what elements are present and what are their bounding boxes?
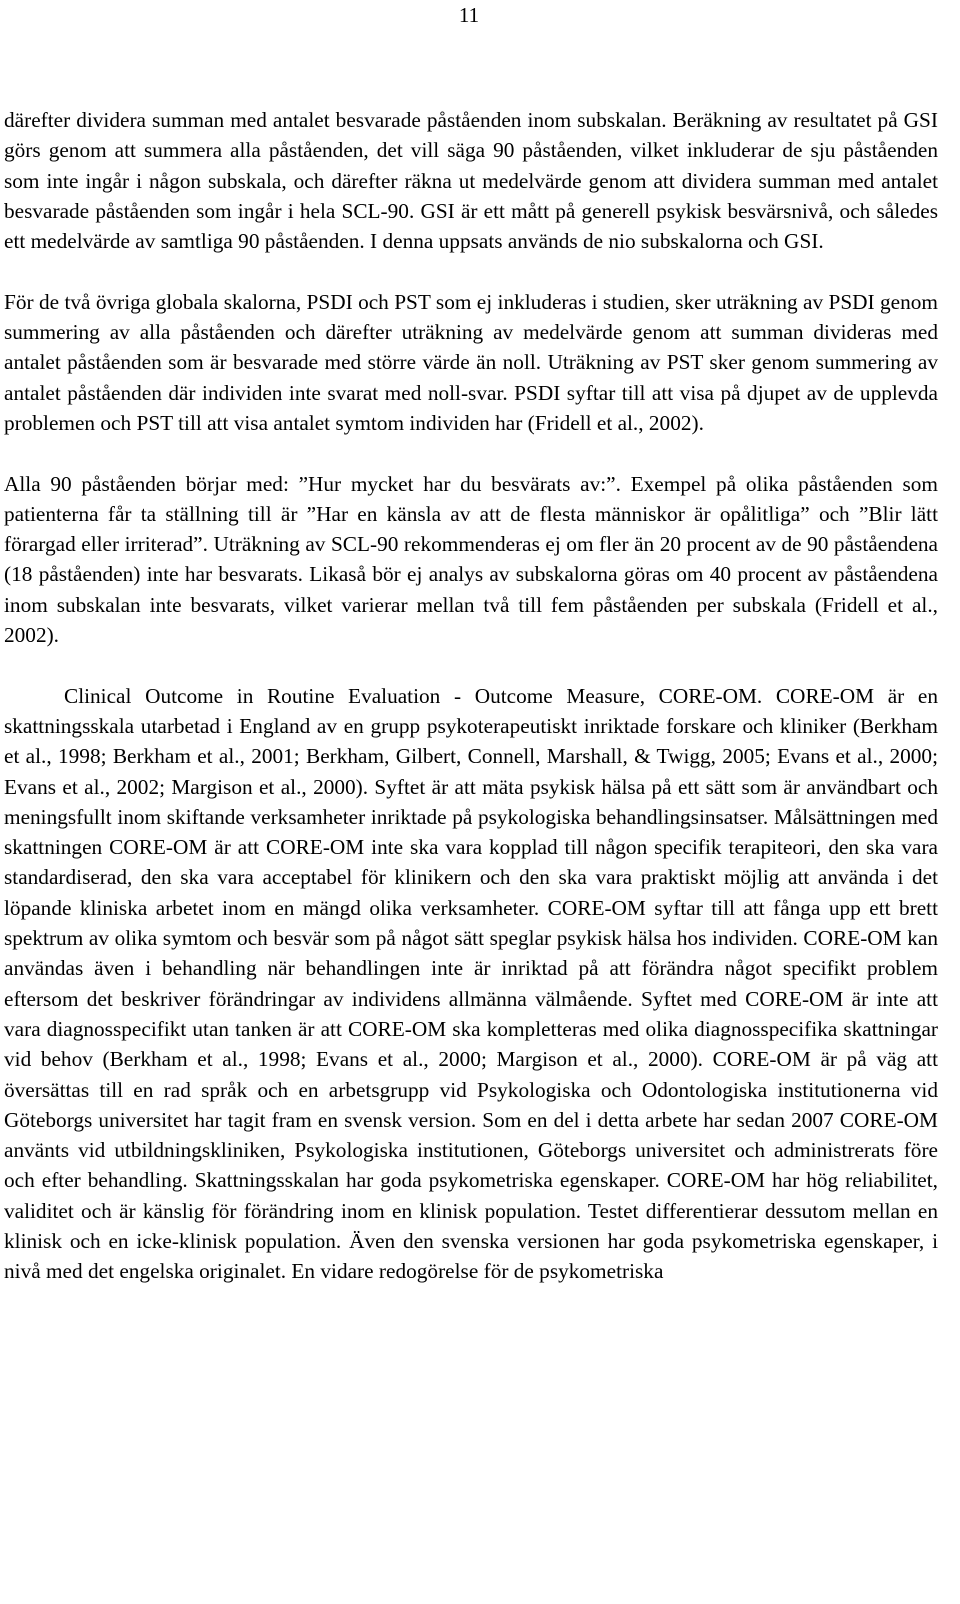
paragraph-gsi-calculation: därefter dividera summan med antalet besvarade påståenden inom subskalan. Beräkning av resultatet på GSI görs genom att summera alla påståenden, det vill säga 90 påståenden, vilket inkluderar de sju påståenden som inte ingår i någon subskala, och därefter räkna ut medelvärde genom att dividera summan med antalet besvarade påståenden som ingår i hela SCL-90. GSI är ett mått på generell psykisk besvärsnivå, och således ett medelvärde av samtliga 90 påståenden. I denna uppsats används de nio subskalorna och GSI. xyxy=(4,108,938,254)
paragraph-scl90-items: Alla 90 påståenden börjar med: ”Hur mycket har du besvärats av:”. Exempel på olika påståenden som patienterna får ta ställning till är ”Har en känsla av att de flesta människor är opålitliga” och ”Blir lätt förargad eller irriterad”. Uträkning av SCL-90 rekommenderas ej om fler än 20 procent av de 90 påståendena (18 påståenden) inte har besvarats. Likaså bör ej analys av subskalorna göras om 40 procent av påståendena inom subskalan inte besvarats, vilket varierar mellan två till fem påståenden per subskala (Fridell et al., 2002). xyxy=(4,471,938,648)
paragraph-core-om: Clinical Outcome in Routine Evaluation - Outcome Measure, CORE-OM. CORE-OM är en skattningsskala utarbetad i England av en grupp psykoterapeutiskt inriktade forskare och kliniker (Berkham et al., 1998; Berkham et al., 2001; Berkham, Gilbert, Connell, Marshall, & Twigg, 2005; Evans et al., 2000; Evans et al., 2002; Margison et al., 2000). Syftet är att mäta psykisk hälsa på ett sätt som är användbart och meningsfullt inom skiftande verksamheter inriktade på psykologiska behandlingsinsatser. Målsättningen med skattningen CORE-OM är att CORE-OM inte ska vara kopplad till någon specifik terapiteori, den ska vara standardiserad, den ska vara acceptabel för klinikern och den ska vara praktiskt möjlig att använda i det löpande kliniska arbetet inom en mängd olika verksamheter. CORE-OM syftar till att fånga upp ett brett spektrum av olika symtom och besvär som på något sätt speglar psykisk hälsa hos individen. CORE-OM kan användas även i behandling när behandlingen inte är inriktad på att förändra något specifikt problem eftersom det beskriver förändringar av individens allmänna välmående. Syftet med CORE-OM är inte att vara diagnosspecifikt utan tanken är att CORE-OM ska kompletteras med olika diagnosspecifika skattningar vid behov (Berkham et al., 1998; Evans et al., 2000; Margison et al., 2000). CORE-OM är på väg att översättas till en rad språk och en arbetsgrupp vid Psykologiska och Odontologiska institutionerna vid Göteborgs universitet har tagit fram en svensk version. Som en del i detta arbete har sedan 2007 CORE-OM använts vid utbildningskliniken, Psykologiska institutionen, Göteborgs universitet och administrerats före och efter behandling. Skattningsskalan har goda psykometriska egenskaper. CORE-OM har hög reliabilitet, validitet och är känslig för förändring inom en klinisk population. Testet differentierar dessutom mellan en klinisk och en icke-klinisk population. Även den svenska versionen har goda psykometriska egenskaper, i nivå med det engelska originalet. En vidare redogörelse för de psykometriska xyxy=(4,683,938,1284)
page-number: 11 xyxy=(458,3,480,27)
paragraph-psdi-pst: För de två övriga globala skalorna, PSDI och PST som ej inkluderas i studien, sker uträkning av PSDI genom summering av alla påståenden och därefter uträkning av medelvärde genom att summan divideras med antalet påståenden som är besvarade med större värde än noll. Uträkning av PST sker genom summering av antalet påståenden där individen inte svarat med noll-svar. PSDI syftar till att visa på djupet av de upplevda problemen och PST till att visa antalet symtom individen har (Fridell et al., 2002). xyxy=(4,289,938,435)
document-body xyxy=(4,105,938,1287)
